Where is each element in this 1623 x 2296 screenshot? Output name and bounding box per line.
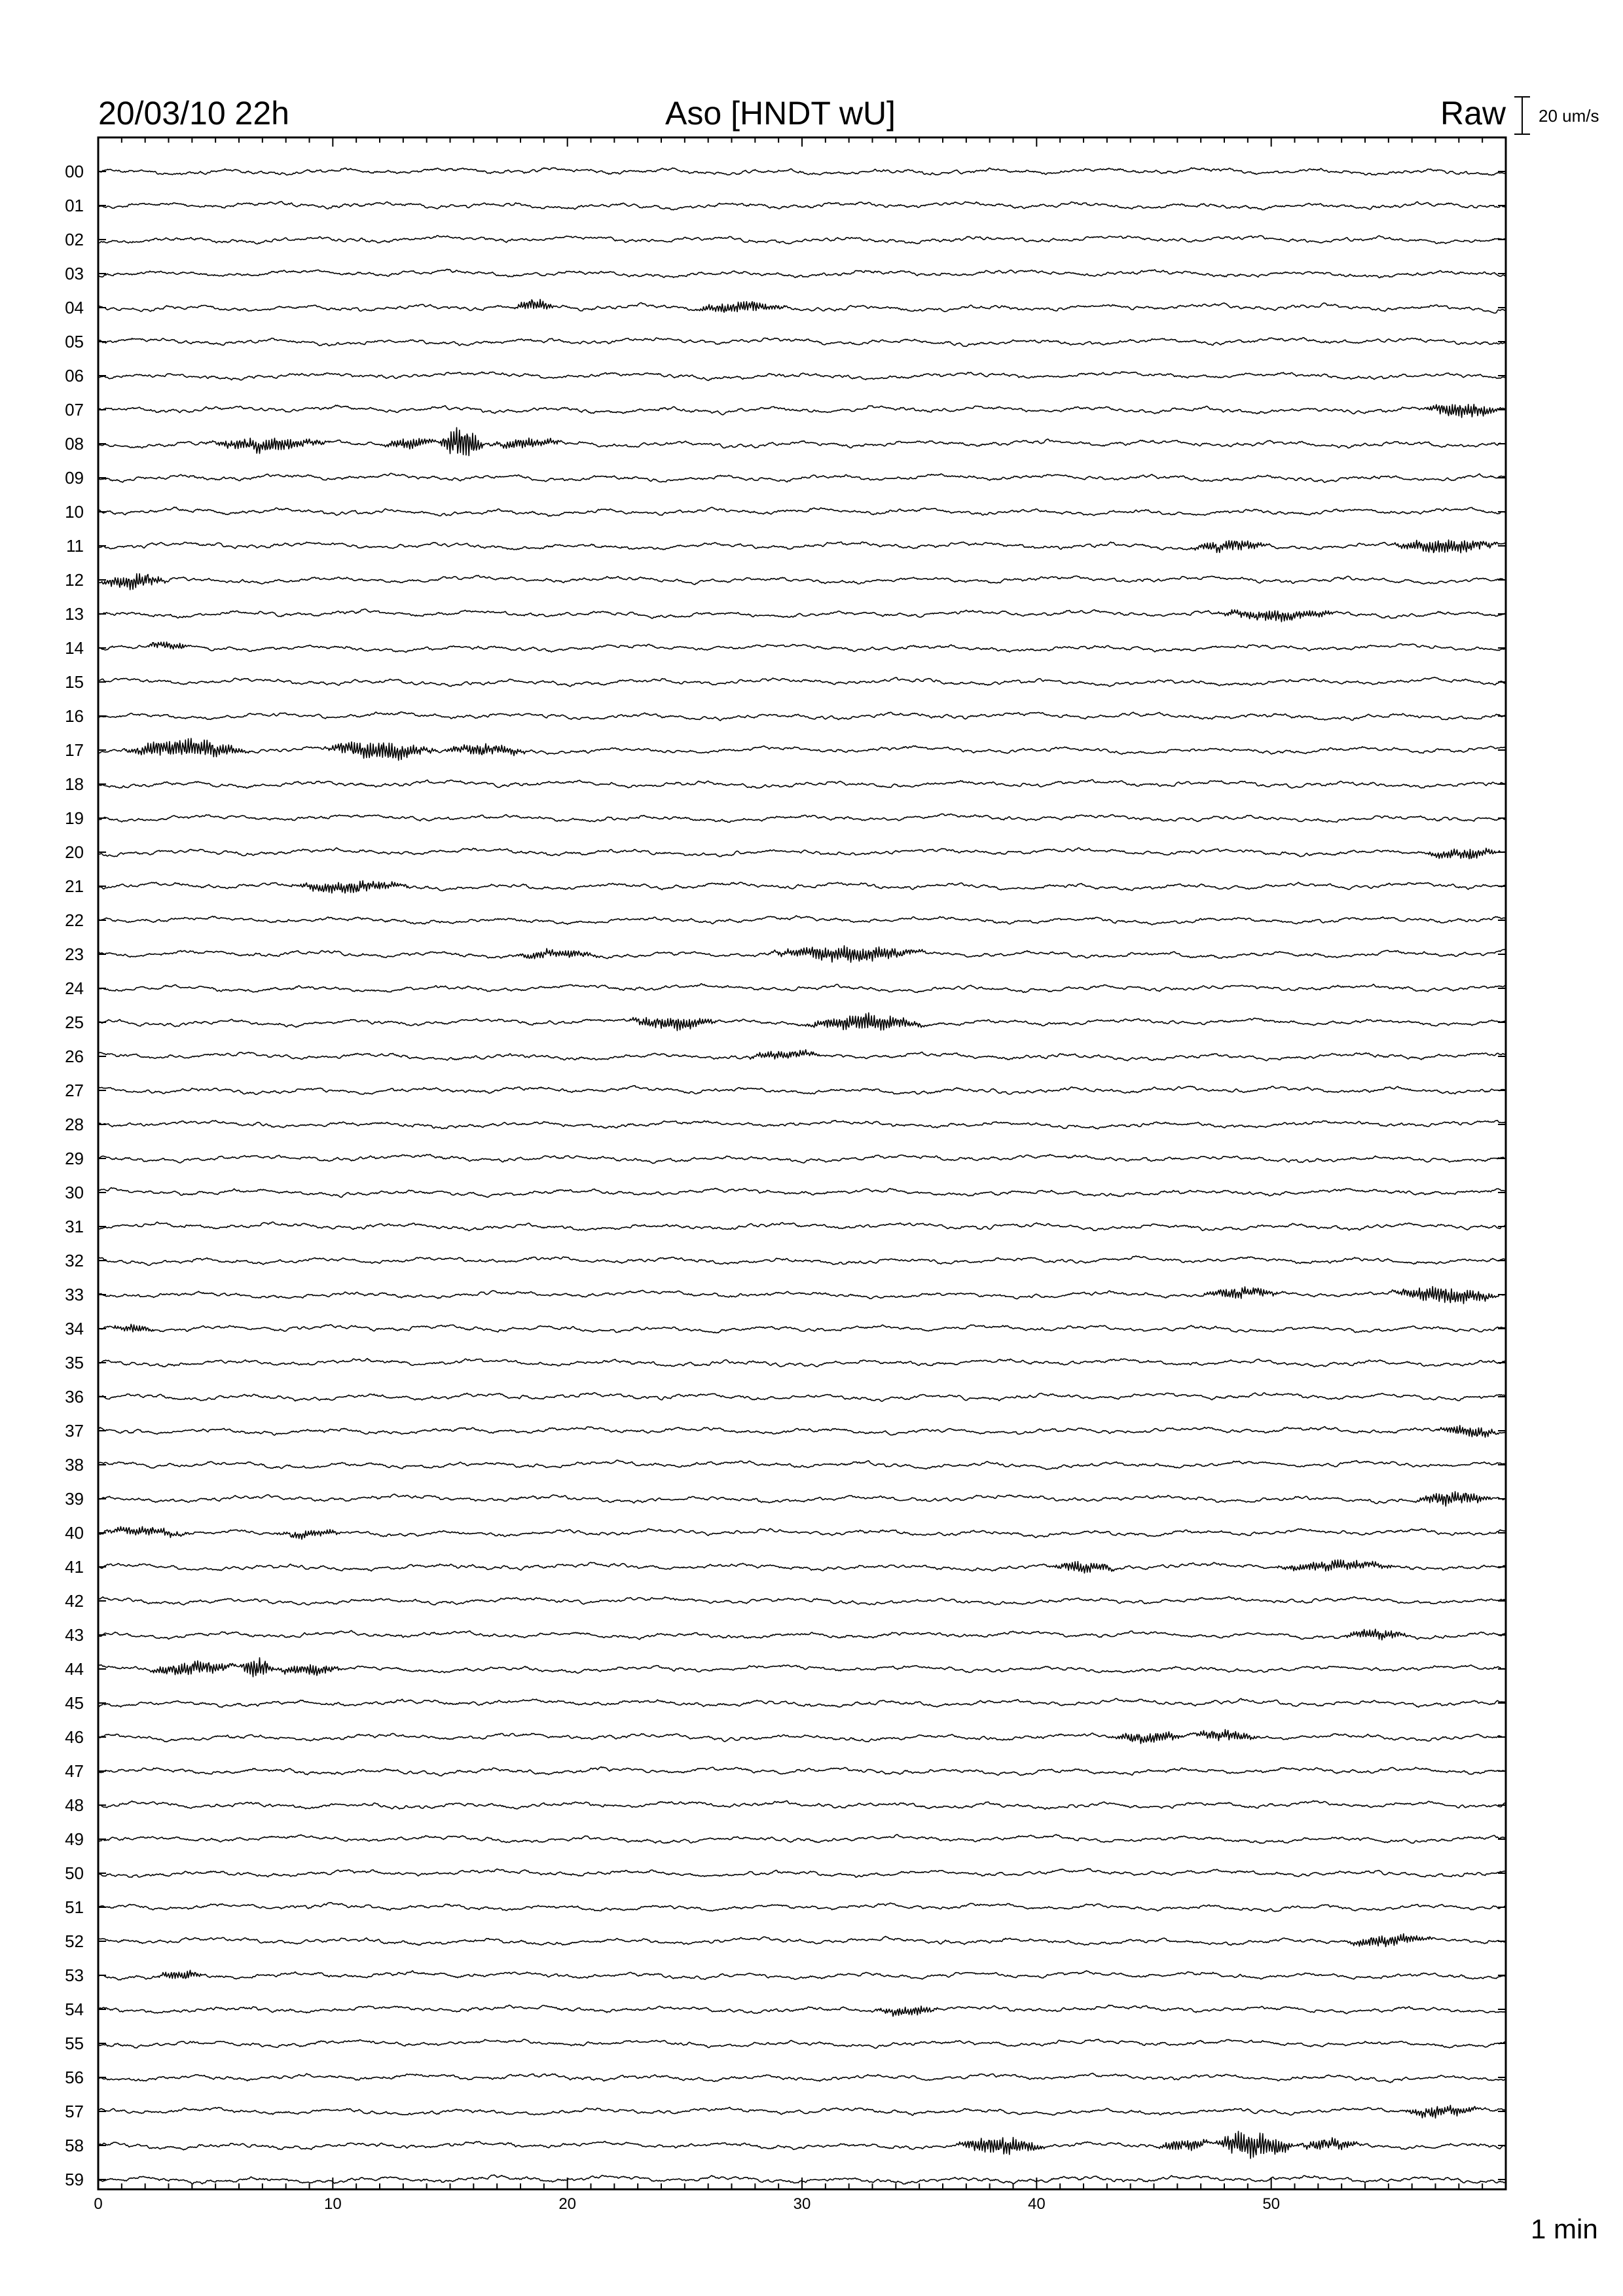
row-label: 26 [65,1047,84,1066]
row-label: 43 [65,1625,84,1645]
trace-row-42 [98,1596,1506,1605]
row-label: 05 [65,332,84,351]
trace-row-18 [98,780,1506,788]
row-label: 18 [65,774,84,794]
trace-row-33 [98,1287,1506,1304]
trace-row-03 [98,269,1506,278]
mode-label: Raw [1440,95,1506,132]
trace-row-24 [98,984,1506,993]
row-label: 25 [65,1013,84,1032]
row-label: 37 [65,1421,84,1441]
row-label: 29 [65,1149,84,1168]
trace-row-32 [98,1256,1506,1265]
trace-row-53 [98,1970,1506,1980]
row-label: 39 [65,1489,84,1509]
x-tick-labels [94,2195,1280,2213]
row-label: 59 [65,2170,84,2189]
datetime-label: 20/03/10 22h [98,95,289,132]
trace-row-19 [98,814,1506,822]
row-label: 38 [65,1455,84,1475]
trace-row-43 [98,1629,1506,1640]
trace-row-11 [98,540,1506,553]
row-label: 11 [66,536,84,556]
trace-row-23 [98,946,1506,962]
trace-row-02 [98,236,1506,244]
scale-bar [1514,97,1599,134]
row-label: 56 [65,2068,84,2087]
row-label: 24 [65,978,84,998]
row-label: 33 [65,1285,84,1304]
row-label: 01 [65,196,84,215]
trace-row-04 [98,299,1506,313]
row-label: 34 [65,1319,84,1338]
row-label: 28 [65,1115,84,1134]
trace-row-10 [98,507,1506,516]
axis-ticks [98,137,1506,2189]
row-label: 46 [65,1727,84,1747]
trace-row-27 [98,1086,1506,1095]
row-label: 23 [65,944,84,964]
x-tick-label: 20 [558,2195,577,2213]
trace-row-07 [98,404,1506,418]
trace-row-50 [98,1869,1506,1877]
row-label: 07 [65,400,84,420]
row-label: 03 [65,264,84,283]
trace-row-12 [98,574,1506,590]
trace-row-06 [98,372,1506,381]
trace-row-17 [98,738,1506,761]
trace-row-22 [98,916,1506,925]
row-label: 47 [65,1761,84,1781]
row-labels [65,162,84,2189]
trace-row-35 [98,1359,1506,1367]
row-label: 30 [65,1183,84,1202]
trace-row-05 [98,338,1506,347]
row-label: 41 [65,1557,84,1577]
trace-row-47 [98,1767,1506,1776]
trace-row-58 [98,2131,1506,2159]
trace-row-00 [98,168,1506,175]
row-label: 35 [65,1353,84,1372]
row-label: 49 [65,1829,84,1849]
row-label: 36 [65,1387,84,1407]
row-label: 20 [65,842,84,862]
trace-row-21 [98,881,1506,893]
row-label: 15 [65,672,84,692]
trace-row-40 [98,1526,1506,1539]
row-label: 40 [65,1523,84,1543]
trace-row-08 [98,427,1506,456]
trace-row-13 [98,609,1506,622]
trace-row-51 [98,1903,1506,1912]
trace-row-46 [98,1730,1506,1744]
row-label: 50 [65,1863,84,1883]
trace-row-01 [98,202,1506,210]
x-tick-label: 0 [94,2195,103,2213]
row-label: 44 [65,1659,84,1679]
row-label: 31 [65,1217,84,1236]
row-label: 54 [65,2000,84,2019]
trace-row-29 [98,1155,1506,1164]
trace-row-20 [98,848,1506,859]
trace-row-09 [98,473,1506,482]
trace-row-55 [98,2039,1506,2049]
trace-row-30 [98,1188,1506,1198]
trace-row-14 [98,642,1506,653]
trace-row-31 [98,1222,1506,1231]
trace-row-39 [98,1492,1506,1506]
trace-row-49 [98,1835,1506,1844]
row-label: 55 [65,2034,84,2053]
trace-row-52 [98,1934,1506,1947]
row-label: 06 [65,366,84,386]
trace-row-48 [98,1801,1506,1809]
row-label: 04 [65,298,84,317]
trace-row-26 [98,1050,1506,1061]
row-label: 12 [65,570,84,590]
row-label: 45 [65,1693,84,1713]
row-label: 53 [65,1965,84,1985]
row-label: 09 [65,468,84,488]
trace-row-28 [98,1121,1506,1129]
trace-row-41 [98,1560,1506,1573]
trace-row-54 [98,2005,1506,2016]
trace-row-16 [98,712,1506,721]
scale-bar-label: 20 um/s [1539,106,1599,126]
row-label: 21 [65,876,84,896]
trace-row-56 [98,2073,1506,2083]
trace-row-36 [98,1393,1506,1401]
row-label: 48 [65,1795,84,1815]
row-label: 13 [65,604,84,624]
x-tick-label: 50 [1262,2195,1281,2213]
row-label: 16 [65,706,84,726]
x-tick-label: 30 [793,2195,811,2213]
trace-row-25 [98,1013,1506,1030]
row-label: 17 [65,740,84,760]
row-label: 19 [65,808,84,828]
row-label: 00 [65,162,84,181]
plot-frame [98,137,1506,2189]
row-label: 22 [65,910,84,930]
trace-row-37 [98,1426,1506,1437]
x-tick-label: 40 [1027,2195,1046,2213]
row-label: 02 [65,230,84,249]
row-label: 14 [65,638,84,658]
trace-row-57 [98,2106,1506,2119]
row-label: 08 [65,434,84,454]
station-title: Aso [HNDT wU] [665,95,896,132]
row-label: 27 [65,1081,84,1100]
row-label: 57 [65,2102,84,2121]
trace-row-45 [98,1698,1506,1708]
trace-row-38 [98,1460,1506,1469]
row-label: 52 [65,1931,84,1951]
x-axis-unit-label: 1 min [1531,2214,1598,2244]
seismic-traces [98,168,1506,2184]
row-label: 42 [65,1591,84,1611]
x-tick-label: 10 [323,2195,342,2213]
row-label: 32 [65,1251,84,1270]
row-label: 58 [65,2136,84,2155]
trace-row-34 [98,1324,1506,1333]
row-label: 51 [65,1897,84,1917]
trace-row-15 [98,677,1506,687]
row-label: 10 [65,502,84,522]
trace-row-44 [98,1658,1506,1677]
